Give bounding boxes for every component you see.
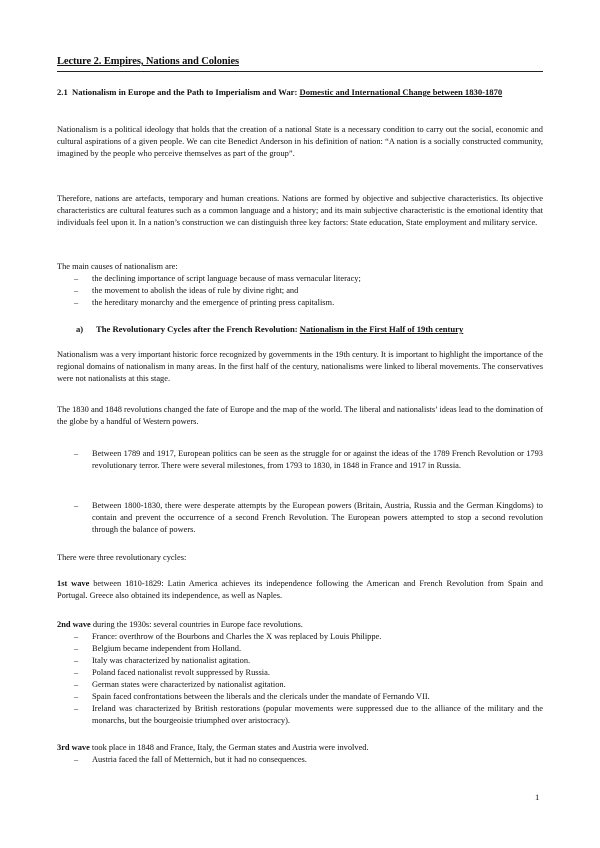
list-item-text: German states were characterized by nationalist agitation. <box>92 680 286 689</box>
list-item <box>74 655 543 667</box>
list-item <box>74 631 543 643</box>
list-item <box>74 667 543 679</box>
list-item <box>74 285 543 297</box>
list-item <box>74 297 543 309</box>
list-item-text: the movement to abolish the ideas of rule by divine right; and <box>92 286 299 295</box>
wave-2-text: during the 1930s: several countries in Europe face revolutions. <box>90 620 303 629</box>
list-item <box>74 448 543 472</box>
dash-bullet: – <box>74 755 79 764</box>
dash-bullet: – <box>74 680 79 689</box>
list-item <box>74 754 543 766</box>
list-item-text: Ireland was characterized by British restorations (popular movements were suppressed due to the alliance of the military and the monarchs, but the bourgeoisie triumphed over aristocracy). <box>92 704 543 726</box>
list-item-text: Italy was characterized by nationalist agitation. <box>92 656 251 665</box>
paragraph-nations-artefacts: Therefore, nations are artefacts, temporary and human creations. Nations are formed by objective and subjective characteristics. Its objective characteristics are cultural features such as a common language and a history; and its main subjective characteristic is the emotional identity that individuals feel upon it. In a nation’s construction we can distinguish three key factors: State education, State employment and military service. <box>57 194 543 228</box>
list-item-text: Belgium became independent from Holland. <box>92 644 242 653</box>
list-item-text: Between 1800-1830, there were desperate attempts by the European powers (Britain, Austria, Russia and the German Kingdoms) to contain and prevent the occurrence of a second French Revolution. The European powers attempted to stop a second revolution through the balance of powers. <box>92 501 543 535</box>
subsection-marker: a) <box>76 324 84 334</box>
wave-1-label: 1st wave <box>57 579 90 588</box>
dash-bullet: – <box>74 656 79 665</box>
paragraph-1830-1848: The 1830 and 1848 revolutions changed the fate of Europe and the map of the world. The liberal and nationalists’ ideas lead to the domination of the globe by a handful of Western powers. <box>57 405 543 427</box>
section-heading <box>57 86 543 98</box>
paragraph-nationalism-definition: Nationalism is a political ideology that holds that the creation of a national State is a necessary condition to carry out the social, economic and cultural aspirations of a given people. We can cite Benedict Anderson in his definition of nation: “A nation is a socially constructed community, imagined by the people who perceive themselves as part of the group”. <box>57 125 543 159</box>
list-item-text: the hereditary monarchy and the emergence of printing press capitalism. <box>92 298 335 307</box>
wave-1-paragraph <box>57 578 543 602</box>
list-item <box>74 643 543 655</box>
list-item-text: Austria faced the fall of Metternich, but it had no consequences. <box>92 755 307 764</box>
list-item <box>74 691 543 703</box>
wave-3-paragraph <box>57 742 543 754</box>
dash-bullet: – <box>74 644 79 653</box>
list-item-text: Spain faced confrontations between the liberals and the clericals under the mandate of Fernando VII. <box>92 692 430 701</box>
dash-bullet: – <box>74 501 79 510</box>
subsection-heading <box>76 323 463 335</box>
dash-bullet: – <box>74 692 79 701</box>
dash-bullet: – <box>74 298 79 307</box>
subsection-heading-sub: Nationalism in the First Half of 19th century <box>299 324 464 334</box>
wave-1-text: between 1810-1829: Latin America achieves its independence following the American and French Revolution from Spain and Portugal. Greece also obtained its independence, as well as Naples. <box>57 579 543 601</box>
dash-bullet: – <box>74 449 79 458</box>
page-title: Lecture 2. Empires, Nations and Colonies <box>57 56 239 67</box>
paragraph-historic-force: Nationalism was a very important historic force recognized by governments in the 19th century. It is important to highlight the importance of the regional domains of nationalism in many areas. In the first half of the century, nationalisms were linked to liberal movements. The conservatives were not nationalists at this stage. <box>57 350 543 384</box>
wave-2-paragraph <box>57 619 543 631</box>
list-item <box>74 273 543 285</box>
title-divider <box>57 71 543 72</box>
section-heading-sub: Domestic and International Change between 1830-1870 <box>299 87 503 97</box>
page-number: 1 <box>535 792 540 802</box>
wave-2-label: 2nd wave <box>57 620 91 629</box>
dash-bullet: – <box>74 274 79 283</box>
cycles-intro: There were three revolutionary cycles: <box>57 553 187 562</box>
section-number: 2.1 <box>57 87 68 97</box>
dash-bullet: – <box>74 668 79 677</box>
section-heading-main: Nationalism in Europe and the Path to Imperialism and War: <box>72 87 298 97</box>
list-item-text: the declining importance of script language because of mass vernacular literacy; <box>92 274 361 283</box>
dash-bullet: – <box>74 632 79 641</box>
list-item-text: France: overthrow of the Bourbons and Charles the X was replaced by Louis Philippe. <box>92 632 382 641</box>
subsection-heading-main: The Revolutionary Cycles after the French Revolution: <box>96 324 298 334</box>
list-item-text: Poland faced nationalist revolt suppressed by Russia. <box>92 668 270 677</box>
list-item <box>74 703 543 727</box>
wave-3-label: 3rd wave <box>57 743 90 752</box>
dash-bullet: – <box>74 286 79 295</box>
wave-3-text: took place in 1848 and France, Italy, the German states and Austria were involved. <box>89 743 369 752</box>
list-item-text: Between 1789 and 1917, European politics can be seen as the struggle for or against the ideas of the 1789 French Revolution or 1793 revolutionary terror. There were several milestones, from 1793 to 1830, in 1848 in France and 1917 in Russia. <box>92 449 543 471</box>
dash-bullet: – <box>74 704 79 713</box>
causes-intro: The main causes of nationalism are: <box>57 262 178 271</box>
list-item <box>74 500 543 537</box>
list-item <box>74 679 543 691</box>
